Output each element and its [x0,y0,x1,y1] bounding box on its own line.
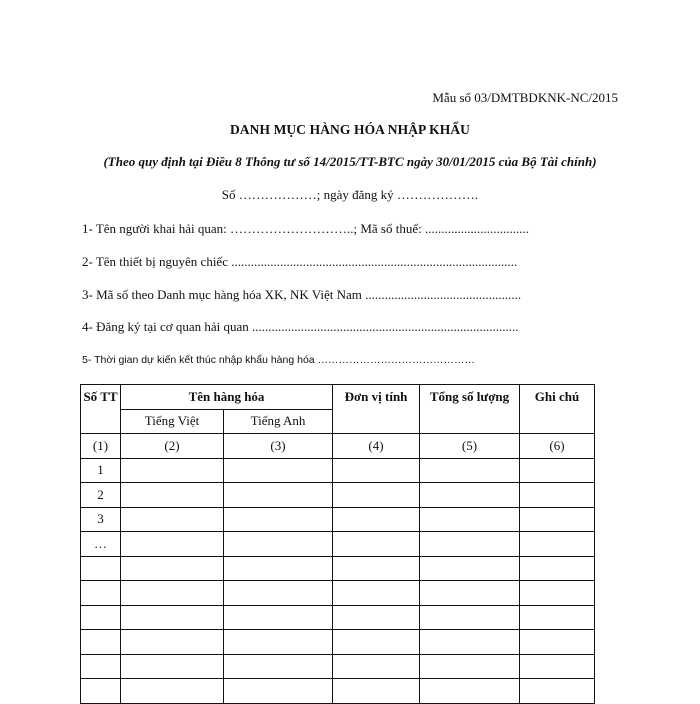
header-stt: Số TT [81,385,121,410]
table-row [81,581,595,606]
table-cell [333,556,420,581]
table-row [81,556,595,581]
subheader-empty-qty [420,409,520,434]
row-number [81,630,121,655]
table-row [81,679,595,704]
row-number: 2 [81,483,121,508]
row-number [81,581,121,606]
table-cell [520,556,595,581]
table-row [81,458,595,483]
table-cell [121,532,224,557]
table-cell [420,630,520,655]
table-cell [121,581,224,606]
subheader-english: Tiếng Anh [224,409,333,434]
table-cell [420,458,520,483]
col-number: (1) [81,434,121,459]
header-unit: Đơn vị tính [333,385,420,410]
table-cell [121,679,224,704]
table-cell [520,581,595,606]
goods-table [80,384,595,704]
table-cell [333,679,420,704]
table-cell [121,605,224,630]
table-row [81,654,595,679]
col-number: (4) [333,434,420,459]
table-cell [224,630,333,655]
table-cell [520,507,595,532]
row-number: 1 [81,458,121,483]
table-cell [121,458,224,483]
table-cell [333,654,420,679]
table-cell [121,630,224,655]
field-expected-end-time: 5- Thời gian dự kiến kết thúc nhập khẩu hàng hóa ……………………………………… [82,354,476,366]
header-note: Ghi chú [520,385,595,410]
table-row [81,507,595,532]
table-cell [420,679,520,704]
row-number: 3 [81,507,121,532]
table-cell [224,605,333,630]
table-cell [420,654,520,679]
table-cell [121,483,224,508]
col-number: (6) [520,434,595,459]
col-number: (2) [121,434,224,459]
row-number [81,679,121,704]
row-number [81,605,121,630]
row-number: … [81,532,121,557]
table-cell [520,532,595,557]
col-number: (3) [224,434,333,459]
table-cell [224,556,333,581]
table-cell [333,483,420,508]
table-cell [333,581,420,606]
table-cell [520,630,595,655]
table-cell [520,679,595,704]
table-cell [520,654,595,679]
table-header-row [81,385,595,410]
header-total-quantity: Tổng số lượng [420,385,520,410]
table-cell [333,507,420,532]
registration-number-line: Số ………………; ngày đăng ký ………………. [221,187,479,202]
table-cell [420,581,520,606]
row-number [81,654,121,679]
table-row [81,630,595,655]
table-cell [224,458,333,483]
table-cell [420,483,520,508]
field-hs-code: 3- Mã số theo Danh mục hàng hóa XK, NK Việt Nam ................................................ [82,287,522,302]
table-cell [224,679,333,704]
table-cell [333,605,420,630]
table-cell [224,654,333,679]
table-cell [333,630,420,655]
form-code: Mẫu số 03/DMTBDKNK-NC/2015 [432,90,618,105]
table-cell [224,507,333,532]
field-equipment-name: 2- Tên thiết bị nguyên chiếc ........................................................................................ [82,254,518,269]
table-cell [224,532,333,557]
table-cell [224,483,333,508]
document-subtitle: (Theo quy định tại Điều 8 Thông tư số 14/2015/TT-BTC ngày 30/01/2015 của Bộ Tài chính) [103,154,597,169]
table-row [81,483,595,508]
field-customs-declarant: 1- Tên người khai hải quan: ………………………..; Mã số thuế: ................................ [82,221,529,236]
subheader-vietnamese: Tiếng Việt [121,409,224,434]
subheader-empty-unit [333,409,420,434]
table-cell [520,458,595,483]
table-cell [520,605,595,630]
document-title: DANH MỤC HÀNG HÓA NHẬP KHẨU [229,122,471,137]
table-row [81,532,595,557]
table-cell [420,605,520,630]
header-goods-name: Tên hàng hóa [121,385,333,410]
subheader-empty-note [520,409,595,434]
table-cell [333,458,420,483]
col-number: (5) [420,434,520,459]
table-cell [520,483,595,508]
subheader-empty-stt [81,409,121,434]
table-row [81,605,595,630]
table-cell [420,556,520,581]
row-number [81,556,121,581]
table-cell [121,507,224,532]
table-column-number-row [81,434,595,459]
table-cell [420,507,520,532]
table-cell [420,532,520,557]
table-cell [121,654,224,679]
table-subheader-row [81,409,595,434]
table-cell [333,532,420,557]
table-cell [224,581,333,606]
field-customs-office: 4- Đăng ký tại cơ quan hải quan .................................................................................. [82,319,519,334]
table-cell [121,556,224,581]
